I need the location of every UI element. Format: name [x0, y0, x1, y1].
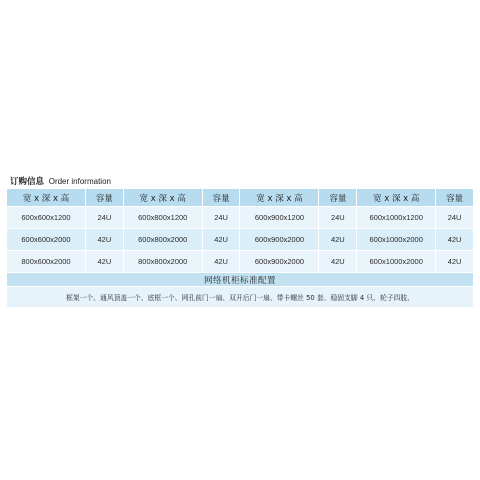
cell-capacity: 42U: [436, 251, 473, 272]
standard-config-row: [7, 287, 473, 307]
table-row: [7, 207, 473, 228]
table-row: [7, 229, 473, 250]
header-capacity: 容量: [86, 189, 123, 206]
cell-dimensions: 600x1000x2000: [357, 229, 435, 250]
cell-capacity: 24U: [86, 207, 123, 228]
section-title-cn: 订购信息: [10, 177, 45, 187]
cell-dimensions: 800x800x2000: [124, 251, 202, 272]
table-header-row: [7, 189, 473, 206]
cell-dimensions: 600x1000x1200: [357, 207, 435, 228]
cell-capacity: 42U: [86, 251, 123, 272]
header-dimensions: 宽 x 深 x 高: [240, 189, 318, 206]
cell-capacity: 24U: [203, 207, 240, 228]
cell-capacity: 24U: [436, 207, 473, 228]
cell-dimensions: 600x800x1200: [124, 207, 202, 228]
header-dimensions: 宽 x 深 x 高: [124, 189, 202, 206]
standard-config-banner: [7, 273, 473, 286]
cell-capacity: 42U: [436, 229, 473, 250]
cell-capacity: 42U: [319, 251, 356, 272]
cell-capacity: 42U: [319, 229, 356, 250]
header-dimensions: 宽 x 深 x 高: [357, 189, 435, 206]
header-capacity: 容量: [319, 189, 356, 206]
cell-dimensions: 600x800x2000: [124, 229, 202, 250]
cell-dimensions: 600x900x2000: [240, 251, 318, 272]
cell-dimensions: 800x600x2000: [7, 251, 85, 272]
cell-capacity: 24U: [319, 207, 356, 228]
order-spec-table: [6, 188, 474, 308]
cell-dimensions: 600x600x2000: [7, 229, 85, 250]
header-capacity: 容量: [203, 189, 240, 206]
standard-config-title: 网络机柜标准配置: [7, 273, 473, 286]
cell-dimensions: 600x1000x2000: [357, 251, 435, 272]
cell-dimensions: 600x900x2000: [240, 229, 318, 250]
cell-dimensions: 600x900x1200: [240, 207, 318, 228]
standard-config-items: 框架一个、通风顶盖一个、底框一个、网孔前门一扇、双开后门一扇、带卡螺丝 50 套、稳固支脚 4 只、轮子四肢、: [7, 287, 473, 307]
table-row: [7, 251, 473, 272]
cell-capacity: 42U: [203, 229, 240, 250]
cell-capacity: 42U: [86, 229, 123, 250]
header-dimensions: 宽 x 深 x 高: [7, 189, 85, 206]
cell-capacity: 42U: [203, 251, 240, 272]
section-title: [10, 175, 111, 187]
header-capacity: 容量: [436, 189, 473, 206]
cell-dimensions: 600x600x1200: [7, 207, 85, 228]
section-title-en: Order information: [48, 177, 111, 186]
